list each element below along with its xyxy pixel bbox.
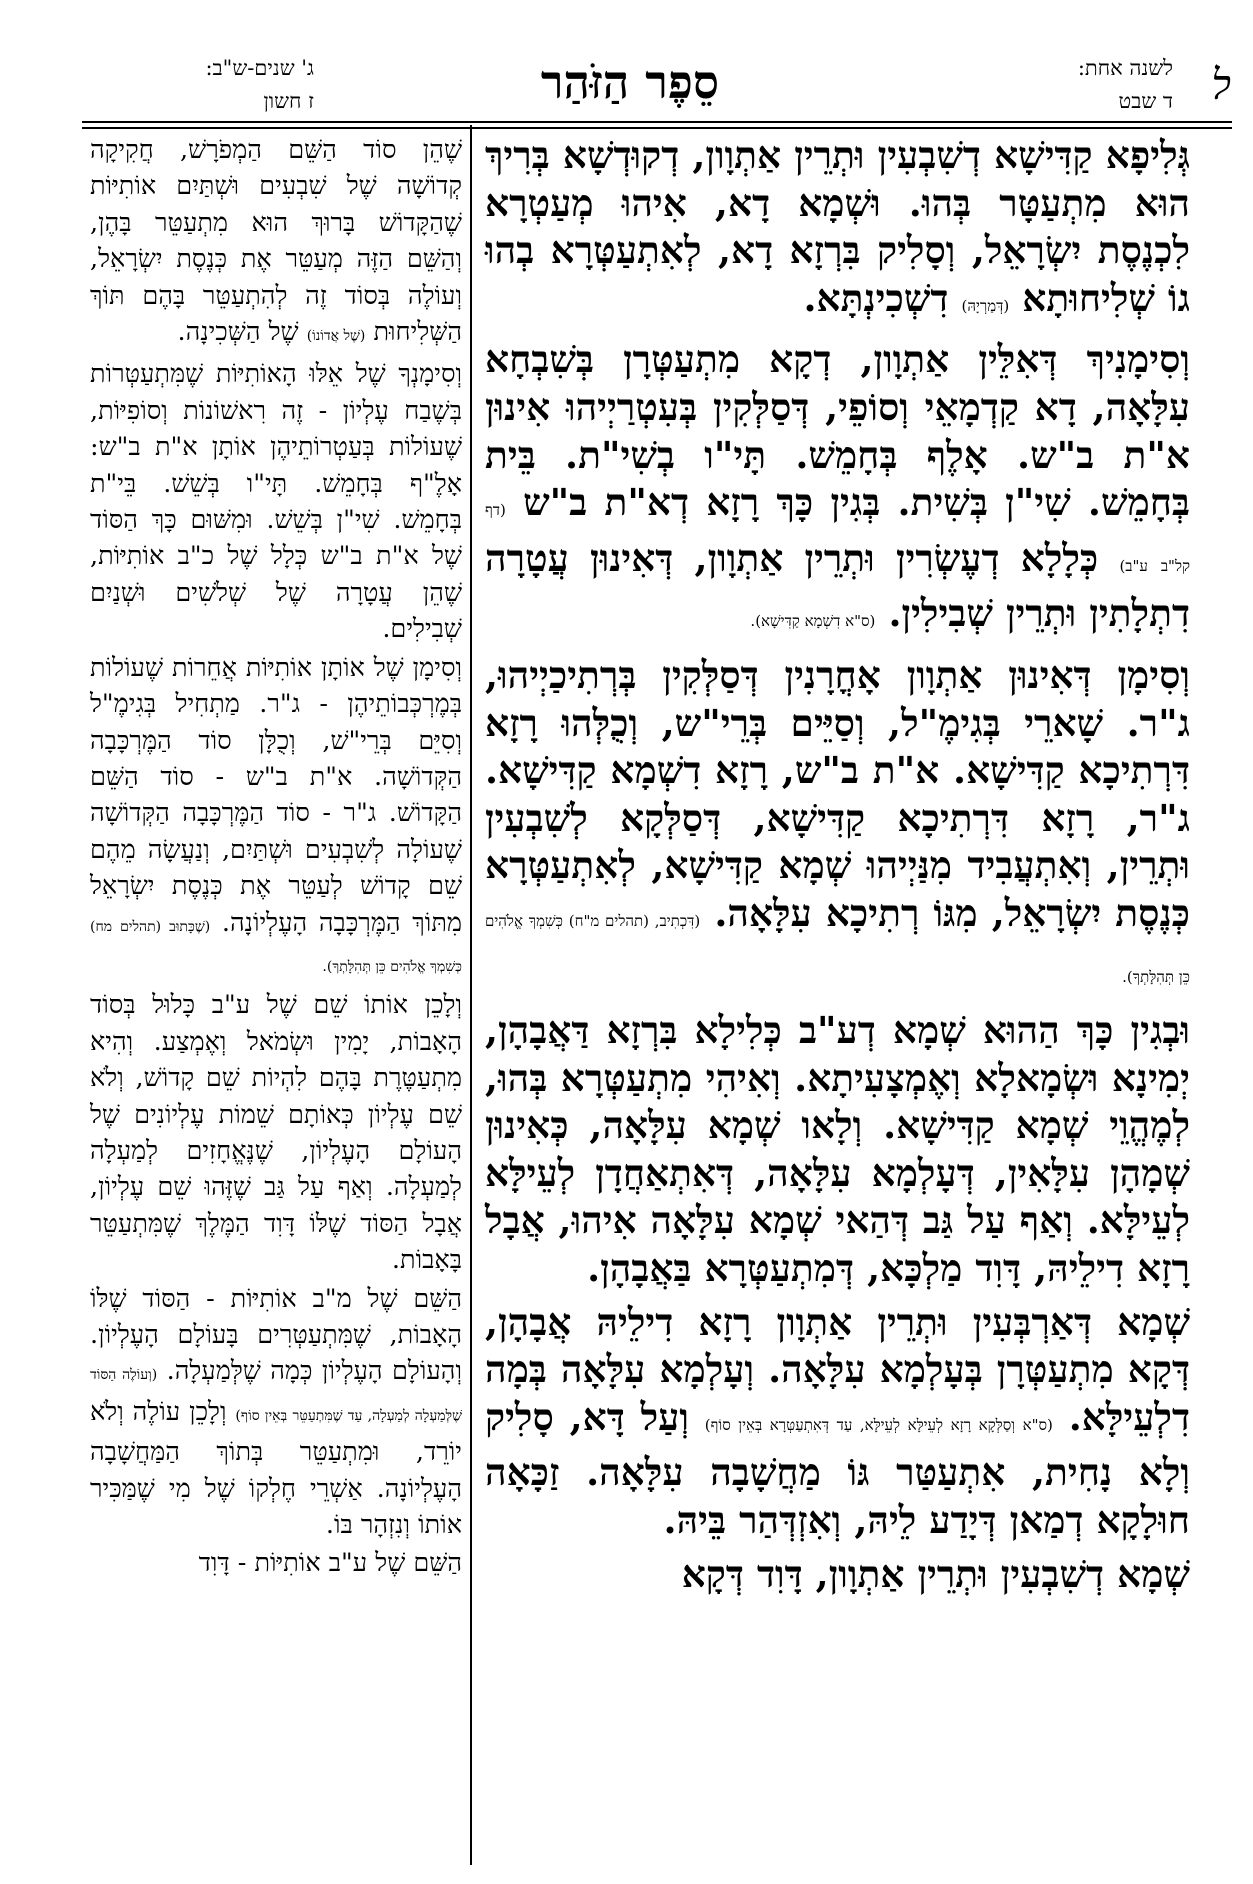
translation-text: וְלָכֵן אוֹתוֹ שֵׁם שֶׁל ע"ב כָּלוּל בְּסוֹד הָאָבוֹת, יָמִין וּשְׂמֹאל וְאֶמְצַע. וְהִיא מִתְעַטֶּרֶת בָּהֶם לִהְיוֹת שֵׁם קָדוֹשׁ, וְלֹא שֵׁם עֶלְיוֹן כְּאוֹתָם שֵׁמוֹת עֶלְיוֹנִים שֶׁל הָעוֹלָם הָעֶלְיוֹן, שֶׁנֶּאֱחָזִים לְמַעְלָה לְמַעְלָה. וְאַף עַל גַּב שֶׁזֶּהוּ שֵׁם עֶלְיוֹן, אֲבָל הַסּוֹד שֶׁלּוֹ דָּוִד הַמֶּלֶךְ שֶׁמִּתְעַטֵּר בָּאָבוֹת. [90, 990, 462, 1276]
main-text: וְסִימָן דְּאִינוּן אַתְוָון אָחֳרָנִין דְּסַלְּקִין בְּרְתִיכַיְיהוּ, ג"ר. שָׁארֵי בְּגִימֶ"ל, וְסַיֵּים בְּרֵי"ש, וְכֻלְּהוּ רָזָא דִּרְתִיכָא קַדִּישָׁא. א"ת ב"ש, רָזָא דִשְׁמָא קַדִּישָׁא. ג"ר, רָזָא דִּרְתִיכָא קַדִּישָׁא, דְּסַלְּקָא לְשִׁבְעִין וּתְרֵין, וְאִתְעֲבִיד מִנַּיְיהוּ שְׁמָא קַדִּישָׁא, לְאִתְעַטְּרָא כְּנֶסֶת יִשְׂרָאֵל, מִגּוֹ רְתִיכָא עִלָּאָה. [485, 652, 1190, 935]
header-left-line1: ג' שנים-ש"ב: [205, 56, 314, 80]
main-text: וּבְגִין כָּךְ הַהוּא שְׁמָא דְע"ב כְּלִילָא בִּרְזָא דַּאֲבָהָן, יְמִינָא וּשְׂמָאלָא וְאֶמְצָעִיתָא. וְאִיהִי מִתְעַטְּרָא בְּהוּ, לְמֶהֱוֵי שְׁמָא קַדִּישָׁא. וְלָאו שְׁמָא עִלָּאָה, כְּאִינוּן שְׁמָהָן עִלָּאִין, דְּעָלְמָא עִלָּאָה, דְּאִתְאַחֲדָן לְעֵילָּא לְעֵילָּא. וְאַף עַל גַּב דְּהַאי שְׁמָא עִלָּאָה אִיהוּ, אֲבָל רָזָא דִילֵיהּ, דָּוִד מַלְכָּא, דְּמִתְעַטְּרָא בַּאֲבָהָן. [485, 1008, 1190, 1291]
translation-paragraph [90, 1545, 462, 1581]
page-number: ל [1211, 60, 1231, 109]
main-paragraph [485, 336, 1190, 646]
main-text: וְעַל דָּא, סָלִיק וְלָא נָחִית, אִתְעַטַּר גּוֹ מַחֲשָׁבָה עִלָּאָה. זַכָּאָה חוּלָקָא דְמַאן דְּיָדַע לֵיהּ, וְאִזְדְּהַר בֵּיהּ. [485, 1394, 1190, 1543]
translation-paragraph [90, 356, 462, 647]
translation-text: הַשֵּׁם שֶׁל מ"ב אוֹתִיּוֹת - הַסּוֹד שֶׁלּוֹ הָאָבוֹת, שֶׁמִּתְעַטְּרִים בָּעוֹלָם הָעֶלְיוֹן. וְהָעוֹלָם הָעֶלְיוֹן כְּמָה שֶׁלְּמַעְלָה. [90, 1283, 462, 1387]
header-rule-top [82, 121, 1232, 123]
translation-paragraph [90, 650, 462, 986]
translation-note: (שֶׁכָּתוּב (תהלים מח) כְּשִׁמְךָ אֱלֹהִים כֵּן תְּהִלָּתְךָ). [90, 918, 462, 975]
header-left-line2: ז חשון [263, 89, 314, 113]
page-title: סֵפֶר הַזֹּהַר [540, 55, 720, 109]
column-divider [470, 125, 472, 1865]
translation-text: שֶׁל הַשְּׁכִינָה. [177, 317, 299, 348]
header-right [983, 52, 1173, 122]
translation-paragraph [90, 132, 462, 354]
main-paragraph [485, 1551, 1190, 1599]
translation-paragraph [90, 987, 462, 1278]
main-paragraph [485, 132, 1190, 330]
main-text: דִשְׁכִינְתָּא. [803, 275, 949, 320]
header-rule-bottom [82, 127, 1232, 129]
main-text: וְסִימָנִיךְ דְּאִלֵּין אַתְוָון, דְקָא מִתְעַטְּרָן בְּשִׁבְחָא עִלָּאָה, דָא קַדְמָאֵי וְסוֹפֵי, דְּסַלְּקִין בְּעִטְרַיְיהוּ אִינוּן א"ת ב"ש. אָלֶף בְּחָמֵשׁ. תָּי"ו בְשִׁי"ת. בֵּית בְּחָמֵשׁ. שִׁי"ן בְּשִׁית. בְּגִין כָּךְ רָזָא דְא"ת ב"ש [485, 337, 1190, 525]
translation-text: וְסִימָנְךָ שֶׁל אֵלּוּ הָאוֹתִיּוֹת שֶׁמִּתְעַטְּרוֹת בְּשֶׁבַח עֶלְיוֹן - זֶה רִאשׁוֹנוֹת וְסוֹפִיּוֹת, שֶׁעוֹלוֹת בְּעַטְרוֹתֵיהֶן אוֹתָן א"ת ב"ש: אָלֶ"ף בְּחָמֵשׁ. תָּי"ו בְּשֵׁשׁ. בֵּי"ת בְּחָמֵשׁ. שִׁי"ן בְּשֵׁשׁ. וּמִשּׁוּם כָּךְ הַסּוֹד שֶׁל א"ת ב"ש כְּלָל שֶׁל כ"ב אוֹתִיּוֹת, שֶׁהֵן עֲטָרָה שֶׁל שְׁלֹשִׁים וּשְׁנַיִם שְׁבִילִים. [90, 359, 462, 645]
main-note: (דף קל"ב ע"ב) [485, 501, 1190, 575]
translation-text: וְסִימָן שֶׁל אוֹתָן אוֹתִיּוֹת אֲחֵרוֹת שֶׁעוֹלוֹת בְּמֶרְכְּבוֹתֵיהֶן - ג"ר. מַתְחִיל בְּגִימֶ"ל וְסִיֵּם בְּרֵי"שׁ, וְכֻלָּן סוֹד הַמֶּרְכָּבָה הַקְּדוֹשָׁה. א"ת ב"ש - סוֹד הַשֵּׁם הַקָּדוֹשׁ. ג"ר - סוֹד הַמֶּרְכָּבָה הַקְּדוֹשָׁה שֶׁעוֹלָה לְשִׁבְעִים וּשְׁתַּיִם, וְנַעֲשָׂה מֵהֶם שֵׁם קָדוֹשׁ לְעַטֵּר אֶת כְּנֶסֶת יִשְׂרָאֵל מִתּוֹךְ הַמֶּרְכָּבָה הָעֶלְיוֹנָה. [90, 652, 463, 938]
header-right-line2: ד שבט [1118, 89, 1173, 113]
main-note: (דִּכְתִיב, (תהלים מ"ח) כְּשִׁמְךָ אֱלֹהִים כֵּן תְּהִלָּתְךָ). [485, 911, 1190, 986]
main-paragraph [485, 1007, 1190, 1293]
main-text: שְׁמָא דְּאַרְבְּעִין וּתְרֵין אַתְוָון רָזָא דִילֵיהּ אֲבָהָן, דְּקָא מִתְעַטְּרָן בְּעָלְמָא עִלָּאָה. וְעָלְמָא עִלָּאָה בְּמָה דִלְעֵילָּא. [485, 1299, 1191, 1439]
translation-note: (שֶׁל אֲדוֹנוֹ) [306, 328, 366, 345]
main-paragraph [485, 652, 1190, 1001]
main-text: גְּלִיפָא קַדִּישָׁא דְשִׁבְעִין וּתְרֵין אַתְוָון, דְקוּדְשָׁא בְּרִיךְ הוּא מִתְעַטָּר בְּהוּ. וּשְׁמָא דָא, אִיהוּ מְעַטְרָא לִכְנֶסֶת יִשְׂרָאֵל, וְסָלִיק בִּרְזָא דָא, לְאִתְעַטְּרָא בְהוּ גוֹ שְׁלִיחוּתָא [485, 133, 1190, 320]
main-column [485, 132, 1190, 1598]
main-paragraph [485, 1299, 1190, 1545]
translation-note: (וְעוֹלֶה הַסּוֹד שֶׁלְּמַעְלָה לְמַעְלָה, עַד שֶׁמִּתְעַטֵּר בְּאֵין סוֹף) [90, 1367, 463, 1424]
main-note: (ס"א דִשְׁמָא קַדִּישָׁא). [750, 612, 876, 631]
main-text: שְׁמָא דְשִׁבְעִין וּתְרֵין אַתְוָון, דָּוִד דְּקָא [681, 1551, 1190, 1596]
translation-text: הַשֵּׁם שֶׁל ע"ב אוֹתִיּוֹת - דָּוִד [198, 1548, 462, 1579]
main-text: כְּלָלָא דְעֶשְׂרִין וּתְרֵין אַתְוָון, דְּאִינוּן עֲטָרָה דִתְלָתִין וּתְרֵין שְׁבִילִין. [485, 535, 1190, 636]
translation-text: שֶׁהֵן סוֹד הַשֵּׁם הַמְפֹרָשׁ, חֲקִיקָה קְדוֹשָׁה שֶׁל שִׁבְעִים וּשְׁתַּיִם אוֹתִיּוֹת שֶׁהַקָּדוֹשׁ בָּרוּךְ הוּא מִתְעַטֵּר בָּהֶן, וְהַשֵּׁם הַזֶּה מְעַטֵּר אֶת כְּנֶסֶת יִשְׂרָאֵל, וְעוֹלֶה בְּסוֹד זֶה לְהִתְעַטֵּר בָּהֶם תּוֹךְ הַשְּׁלִיחוּת [90, 135, 462, 348]
main-note: (ס"א וְסַלְּקָא רָזָא לְעֵילָּא לְעֵילָּא, עַד דְּאִתְעַטְּרָא בְּאֵין סוֹף) [704, 1415, 1053, 1434]
header-left [84, 52, 314, 122]
translation-column [90, 132, 462, 1582]
translation-text: וְלָכֵן עוֹלֶה וְלֹא יוֹרֵד, וּמִתְעַטֵּר בְּתוֹךְ הַמַּחֲשָׁבָה הָעֶלְיוֹנָה. אַשְׁרֵי חֶלְקוֹ שֶׁל מִי שֶׁמַּכִּיר אוֹתוֹ וְנִזְהָר בּוֹ. [90, 1396, 462, 1541]
translation-paragraph [90, 1281, 462, 1544]
header-right-line1: לשנה אחת: [1077, 56, 1173, 80]
main-note: (דְּמַרְיָהּ) [961, 296, 1010, 315]
